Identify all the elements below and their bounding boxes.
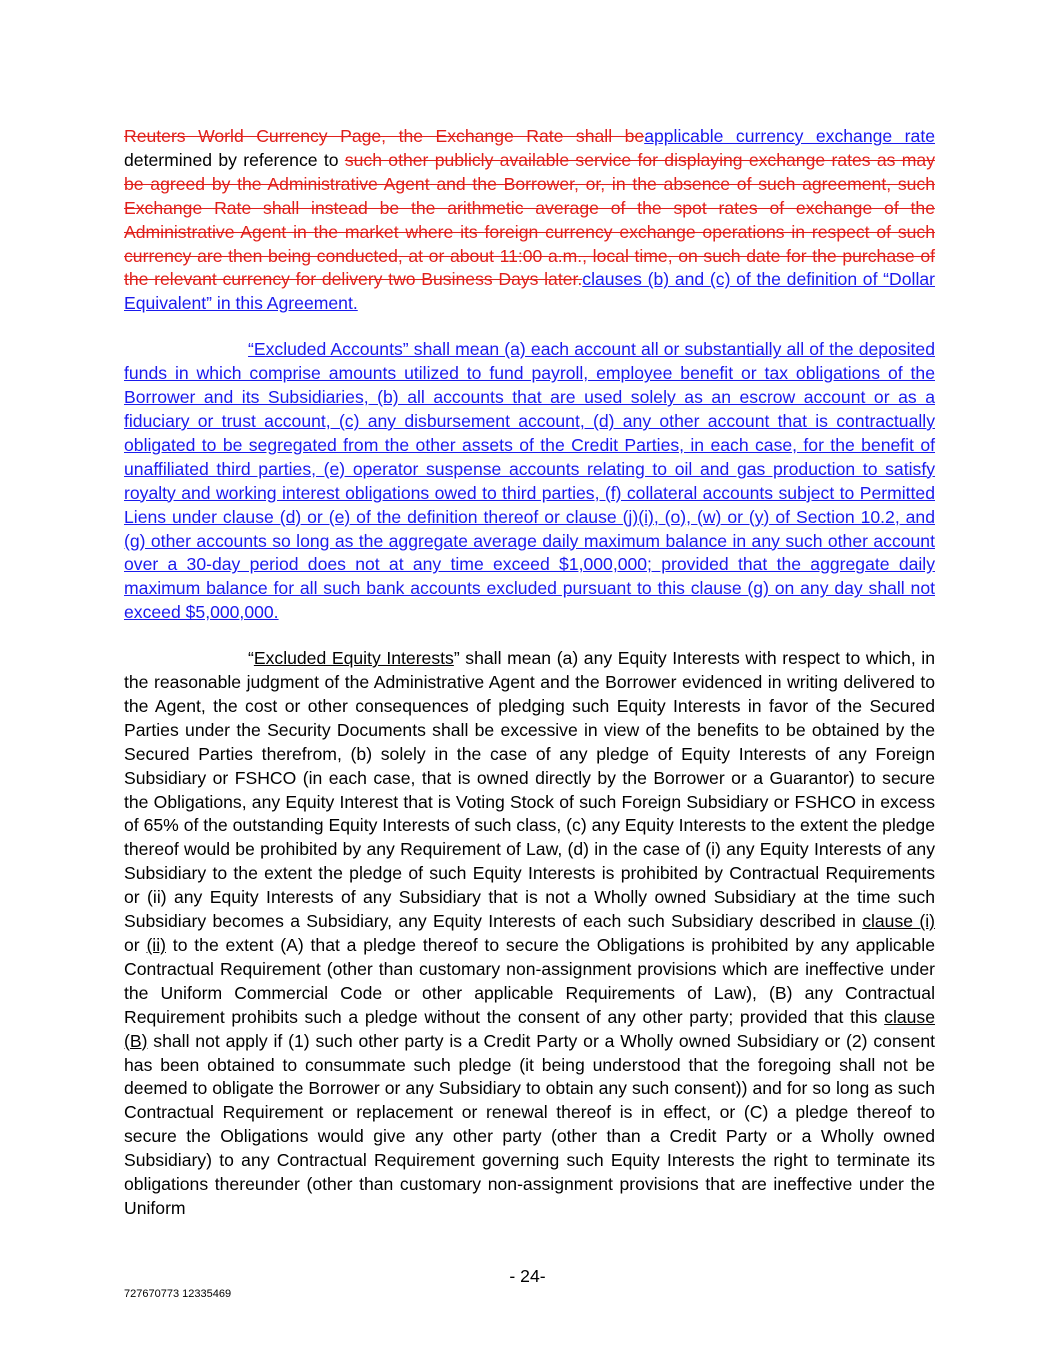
page-number: - 24- [509, 1266, 546, 1286]
paragraph-spacer [124, 625, 935, 647]
body-text: shall not apply if (1) such other party is a Credit Party or a Wholly owned Subsidiary or (2) consent has been obtained to consummate such pledge (it being understood that the foregoing shall not be deemed to obligate the Borrower or any Subsidiary to obtain any such consent)) and for so long as such Contractual Requirement or replacement or renewal thereof is in effect, or (C) a pledge thereof to secure the Obligations would give any other party (other than a Credit Party or a Wholly owned Subsidiary) to any Contractual Requirement governing such Equity Interests the right to terminate its obligations thereunder (other than customary non-assignment provisions that are ineffective under the Uniform [124, 1030, 935, 1218]
deleted-text: such other publicly available service for displaying exchange rates as may be agreed by the Administrative Agent and the Borrower, or, in the absence of such agreement, such Exchange Rate shall instead be the arithmetic average of the spot rates of exchange of the Administrative Agent in the market where its foreign currency exchange operations in respect of such currency are then being conducted, at or about 11:00 a.m., local time, on such date for the purchase of the relevant currency for delivery two Business Days later. [124, 149, 935, 290]
open-quote: “ [248, 648, 254, 669]
body-text: determined by reference to [124, 149, 345, 170]
inserted-text: applicable currency exchange rate [644, 126, 935, 146]
clause-reference: clause (B) [124, 1006, 935, 1051]
defined-term: Excluded Equity Interests [253, 648, 454, 669]
body-text: ” shall mean (a) any Equity Interests with respect to which, in the reasonable judgment of the Administrative Agent and the Borrower evidenced in writing delivered to the Agent, the cost or other consequences of pledging such Equity Interests in favor of the Secured Parties under the Security Documents shall be excessive in view of the benefits to be obtained by the Secured Parties therefrom, (b) solely in the case of any pledge of Equity Interests of any Foreign Subsidiary or FSHCO (in each case, that is owned directly by the Borrower or a Guarantor) to secure the Obligations, any Equity Interest that is Voting Stock of such Foreign Subsidiary or FSHCO in excess of 65% of the outstanding Equity Interests of such class, (c) any Equity Interests to the extent the pledge thereof would be prohibited by any Requirement of Law, (d) in the case of (i) any Equity Interests of any Subsidiary to the extent the pledge of such Equity Interests is prohibited by Contractual Requirements or (ii) any Equity Interests of any Subsidiary that is not a Wholly owned Subsidiary at the time such Subsidiary becomes a Subsidiary, any Equity Interests of each such Subsidiary described in [124, 648, 935, 932]
body-text: to the extent (A) that a pledge thereof to secure the Obligations is prohibited by any applicable Contractual Requirement (other than customary non-assignment provisions which are ineffective under the Uniform Commercial Code or other applicable Requirements of Law), (B) any Contractual Requirement prohibits such a pledge without the consent of any other party; provided that this [124, 935, 935, 1027]
document-page [124, 125, 935, 1221]
paragraph-excluded-accounts [124, 338, 935, 625]
inserted-text: “Excluded Accounts” shall mean (a) each account all or substantially all of the deposited funds in which comprise amounts utilized to fund payroll, employee benefit or tax obligations of the Borrower and its Subsidiaries, (b) all accounts that are used solely as an escrow account or as a fiduciary or trust account, (c) any disbursement account, (d) any other account that is contractually obligated to be segregated from the other assets of the Credit Parties, in each case, for the benefit of unaffiliated third parties, (e) operator suspense accounts relating to oil and gas production to satisfy royalty and working interest obligations owed to third parties, (f) collateral accounts subject to Permitted Liens under clause (d) or (e) of the definition thereof or clause (j)(i), (o), (w) or (y) of Section 10.2, and (g) other accounts so long as the aggregate average daily maximum balance in any such other account over a 30-day period does not at any time exceed $1,000,000; provided that the aggregate daily maximum balance for all such bank accounts excluded pursuant to this clause (g) on any day shall not exceed $5,000,000. [124, 339, 935, 623]
document-id: 727670773 12335469 [124, 1288, 232, 1300]
clause-reference: clause (i) [862, 911, 936, 932]
paragraph-exchange-rate [124, 125, 935, 316]
paragraph-spacer [124, 316, 935, 338]
inserted-text: clauses (b) and (c) of the definition of “Dollar Equivalent” in this Agreement. [124, 269, 935, 314]
body-text: or [124, 935, 147, 955]
deleted-text: Reuters World Currency Page, the Exchange Rate shall be [124, 126, 645, 146]
paragraph-excluded-equity-interests [124, 647, 935, 1221]
clause-reference: (ii) [146, 935, 166, 955]
